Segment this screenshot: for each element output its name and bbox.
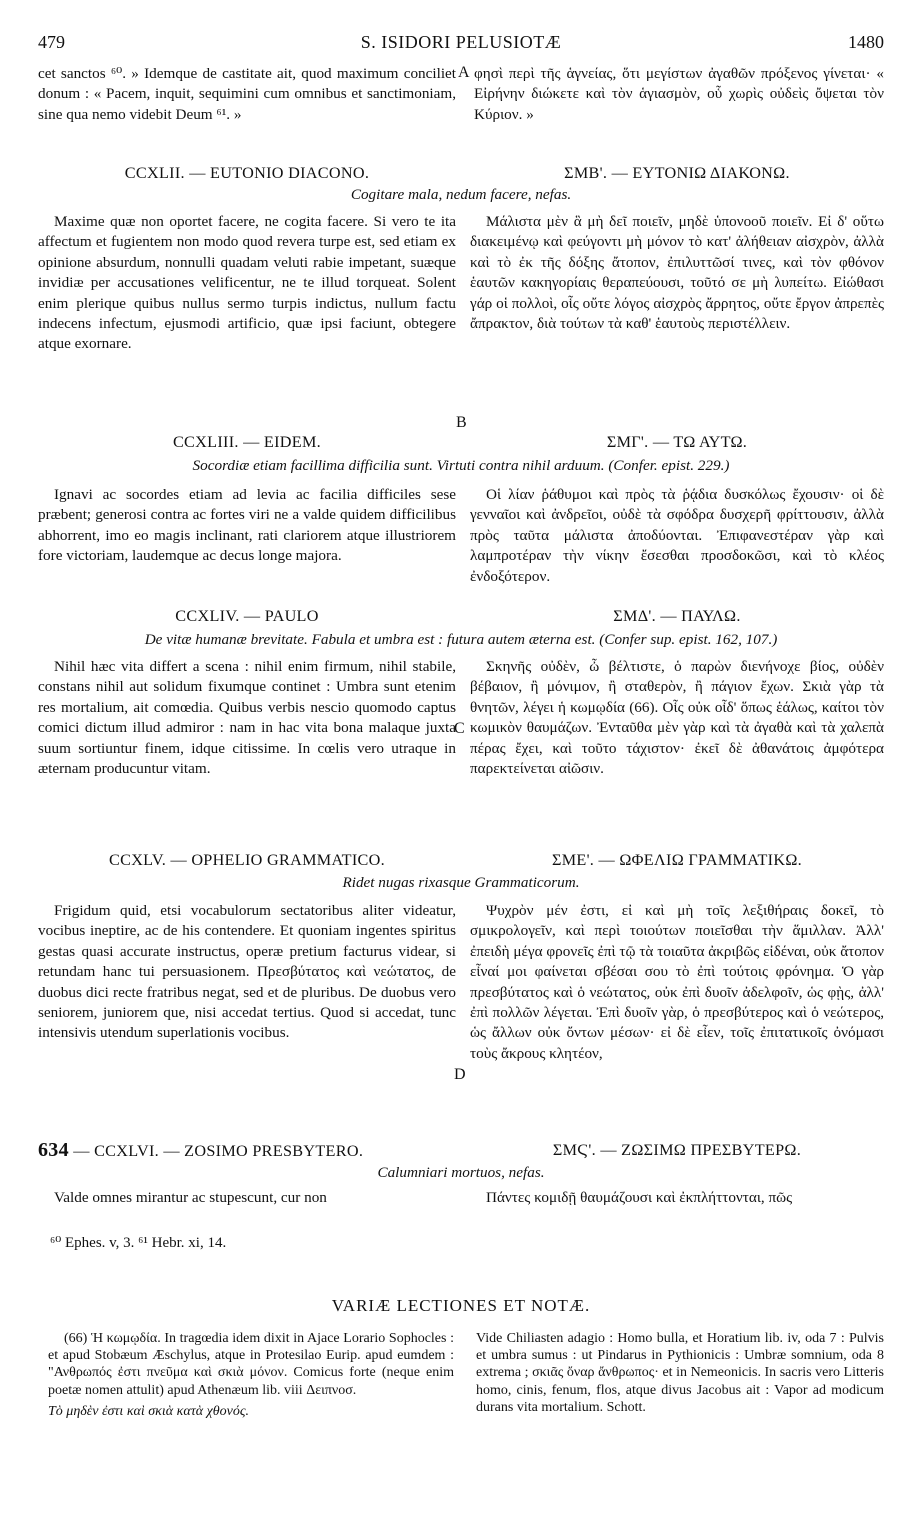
note-66: (66) Ἡ κωμῳδία. In tragœdia idem dixit in Ajace Lorario Sophocles : et apud Stobæum Æschylus, atque in Protesilao Eurip. apud eumdem : "Ανθρωπός ἐστι πνεῦμα καὶ σκιὰ μόνον. Comicus forte (neque enim poetæ nomen attulit) apud Athenæum lib. viii Δειπνοσ. xyxy=(48,1331,454,1398)
intro-greek: φησὶ περὶ τῆς ἁγνείας, ὅτι μεγίστων ἀγαθῶν πρόξενος γίνεται· « Εἰρήνην διώκετε καὶ τὸν ἁγιασμὸν, οὗ χωρὶς οὐδεὶς ὄψεται τὸν Κύριον. » xyxy=(474,65,884,123)
letter-246-heading-text: — CCXLVI. — ZOSIMO PRESBYTERO. xyxy=(68,1142,364,1160)
letter-243-heading-greek: ΣΜΓ'. — ΤΩ ΑΥΤΩ. xyxy=(606,433,748,451)
letter-243-greek: Οἱ λίαν ῥάθυμοι καὶ πρὸς τὰ ῥᾴδια δυσκόλως ἔχουσιν· οἱ δὲ γενναῖοι καὶ ἀνδρεῖοι, οὐδὲ τὰ σφόδρα δυσχερῆ φρίττουσιν, ἀλλὰ πρὸς ταῦτα μάλιστα ἀποδύονται. Ἐπιφανεστέραν γὰρ καὶ λαμπροτέραν τὴν νίκην ἔσεσθαι προσδοκῶσι, καὶ τὸ κλέος ἐνδοξότερον. xyxy=(470,486,884,585)
letter-245-latin: Frigidum quid, etsi vocabulorum sectatoribus aliter videatur, vocibus ineptire, ac de his contendere. Et quoniam ingentes spiritus gestas quasi accurate instructus, operæ pretium facturus videar, si retundam hanc tui persuasionem. Πρεσβύτατος καὶ νεώτατος, de duobus dici recte fratribus negat, sed et de pluribus. De duobus vero seniorem, juniorem que, nisi accedat tertius. Quod si accedat, tunc intensivis utendum superlationis vocibus. xyxy=(38,902,456,1042)
footnotes: ⁶⁰ Ephes. v, 3. ⁶¹ Hebr. xi, 14. xyxy=(50,1235,227,1251)
letter-242-summary: Cogitare mala, nedum facere, nefas. xyxy=(350,186,572,203)
letter-246-latin: Valde omnes mirantur ac stupescunt, cur non xyxy=(54,1189,327,1206)
letter-242-greek: Μάλιστα μὲν ἃ μὴ δεῖ ποιεῖν, μηδὲ ὑπονοοῦ ποιεῖν. Εἰ δ' οὕτω διακειμένῳ καὶ φεύγοντι μὴ μόνον τὸ κατ' ἀλήθειαν αἰσχρὸν, ἀλλὰ καὶ τὸ ἐκ τῆς δόξης ἄτοπον, ἐπιλυττῶσί τινες, καὶ τὸν φθόνον ἑαυτῶν κακηγορίαις θεραπεύουσι, τοῦτό σε μὴ λυπείτω. Εἰώθασι γάρ οἱ πολλοὶ, οἷς οὔτε λόγος αἰσχρὸς ἄρρητος, οὔτε ἔργον ἀπρεπὲς ἄπρακτον, διὰ τούτων τὰ καθ' ἑαυτοὺς περιστέλλειν. xyxy=(470,213,884,333)
letter-245-heading-latin: CCXLV. — OPHELIO GRAMMATICO. xyxy=(109,851,385,869)
letter-246-greek: Πάντες κομιδῇ θαυμάζουσι καὶ ἐκπλήττονται, πῶς xyxy=(486,1189,793,1206)
letter-246-heading-latin xyxy=(38,1140,456,1161)
page-title: S. ISIDORI PELUSIOTÆ xyxy=(360,32,562,52)
letter-243-latin: Ignavi ac socordes etiam ad levia ac facilia difficiles sese præbent; generosi contra ac fortes viri ne a valde quidem difficilibus abhorrent, imo eo magis inclinant, rati clariorem atque illustriorem fore victoriam, laudemque ac decus longe majora. xyxy=(38,486,456,565)
letter-242-heading-greek: ΣΜΒ'. — ΕΥΤΟΝΙΩ ΔΙΑΚΟΝΩ. xyxy=(564,164,790,182)
margin-marker-d: D xyxy=(454,1066,466,1083)
letter-245-greek: Ψυχρὸν μέν ἐστι, εἰ καὶ μὴ τοῖς λεξιθήραις δοκεῖ, τὸ σμικρολογεῖν, καὶ περὶ τοιούτων ποιεῖσθαι τὴν ἅμιλλαν. Ἀλλ' ἐπειδὴ μέγα φρονεῖς ἐπὶ τῷ τὰ τοιαῦτα ἀκριβῶς εἰδέναι, οὐκ ἄτοπον εἶναί μοι φαίνεται σβέσαι σου τὸ ἐπὶ τούτοις φρόνημα. Ὁ γὰρ πρεσβύτατος καὶ ὁ νεώτατος, οὐκ ἐπὶ δυοῖν ἀδελφοῖν, ὡς φῂς, ἀλλ' ἐπὶ πολλῶν λέγεται. Ἐπὶ δυοῖν γὰρ, ὁ πρεσβύτερος καὶ ὁ νεώτερος, ὡς ἄλλων οὐκ ὄντων μέσων· εἰ δὲ εἶεν, τοῖς ἐπιτατικοῖς ὀνόμασι τοὺς ἄκρους κλητέον, xyxy=(470,902,884,1062)
note-right-text: Vide Chiliasten adagio : Homo bulla, et Horatium lib. iv, oda 7 : Pulvis et umbra sumus : ut Pindarus in Pythionicis : Umbræ somnium, oda 8 extrema ; σκιᾶς ὄναρ ἄνθρωπος· et in Nemeonicis. In sacris vero Litteris homo, cinis, fenum, flos, atque divus Jacobus ait : Vapor ad modicum durans vita mortalium. Schott. xyxy=(476,1331,884,1415)
letter-246-summary: Calumniari mortuos, nefas. xyxy=(377,1164,545,1181)
letter-244-summary: De vitæ humanæ brevitate. Fabula et umbra est : futura autem æterna est. (Confer sup. epist. 162, 107.) xyxy=(144,631,778,648)
running-header xyxy=(38,32,884,58)
letter-244-greek: Σκηνῆς οὐδὲν, ὦ βέλτιστε, ὁ παρὼν διενήνοχε βίος, οὐδὲν βέβαιον, ἢ μόνιμον, ἢ σταθερὸν, ἢ πάγιον ἔχων. Σκιὰ γὰρ τὰ θνητῶν, λέγει ἡ κωμῳδία (66). Οἷς οὐκ οἶδ' ὅπως ἑάλως, καίτοι τὸν κωμικὸν θαυμάζων. Ἐνταῦθα μὲν γὰρ καὶ τὰ ἀγαθὰ καὶ τὰ χαλεπὰ πέρας ἔχει, καὶ τοῦτο τάχιστον· ἐκεῖ δὲ ἀθανάτοις ἀμφότερα παρεκτείνεται αἰῶσιν. xyxy=(470,658,884,778)
letter-246-heading-greek: ΣΜϚ'. — ΖΩΣΙΜΩ ΠΡΕΣΒΥΤΕΡΩ. xyxy=(552,1141,802,1159)
letter-243-heading-latin: CCXLIII. — EIDEM. xyxy=(172,433,322,451)
margin-marker-c: C xyxy=(454,720,465,737)
letter-244-heading-latin: CCXLIV. — PAULO xyxy=(175,607,319,625)
note-66-quote: Τὸ μηδὲν ἐστι καὶ σκιὰ κατὰ χθονός. xyxy=(48,1403,249,1419)
column-number-left: 479 xyxy=(38,32,65,52)
margin-marker-b: B xyxy=(456,414,467,431)
letter-244-latin: Nihil hæc vita differt a scena : nihil enim firmum, nihil stabile, constans nihil aut solidum fixumque continet : Umbra sunt etenim res mortalium, ait comœdia. Quibus verbis nescio quomodo captus comici dictum illud admiror : nam in hac vita bona malaque juxta suum sortiuntur finem, idque citissime. In cœlis vero utraque in æternam producuntur vitam. xyxy=(38,658,456,778)
intro-latin: cet sanctos ⁶⁰. » Idemque de castitate ait, quod maximum conciliet donum : « Pacem, inquit, sequimini cum omnibus et sanctimoniam, sine qua nemo videbit Deum ⁶¹. » xyxy=(38,65,456,123)
page-number-634: 634 xyxy=(38,1139,69,1161)
letter-245-heading-greek: ΣΜΕ'. — ΩΦΕΛΙΩ ΓΡΑΜΜΑΤΙΚΩ. xyxy=(551,851,803,869)
column-number-right: 1480 xyxy=(848,32,884,52)
notes-right xyxy=(476,1330,884,1416)
letter-243-summary: Socordiæ etiam facillima difficilia sunt. Virtuti contra nihil arduum. (Confer. epist. 229.) xyxy=(192,457,730,474)
margin-marker-a: A xyxy=(458,64,470,81)
letter-242-heading-latin: CCXLII. — EUTONIO DIACONO. xyxy=(124,164,370,182)
letter-242-latin: Maxime quæ non oportet facere, ne cogita facere. Si vero te ita affectum et fugientem non modo quod revera turpe est, sed etiam ex opinione absurdum, nonnulli quadam veluti rabie impetant, suæque invidiæ per accusationes velificentur, ne te illud torqueat. Solent enim plerique quibus nullus sermo turpis indictus, nullum factu indecens infectum, ejusmodi artificio, quæ ipsi faciunt, obtegere atque exornare. xyxy=(38,213,456,353)
letter-244-heading-greek: ΣΜΔ'. — ΠΑΥΛΩ. xyxy=(613,607,741,625)
letter-245-summary: Ridet nugas rixasque Grammaticorum. xyxy=(342,874,580,891)
varia-lectiones-title: VARIÆ LECTIONES ET NOTÆ. xyxy=(331,1296,591,1315)
notes-left xyxy=(48,1330,454,1420)
